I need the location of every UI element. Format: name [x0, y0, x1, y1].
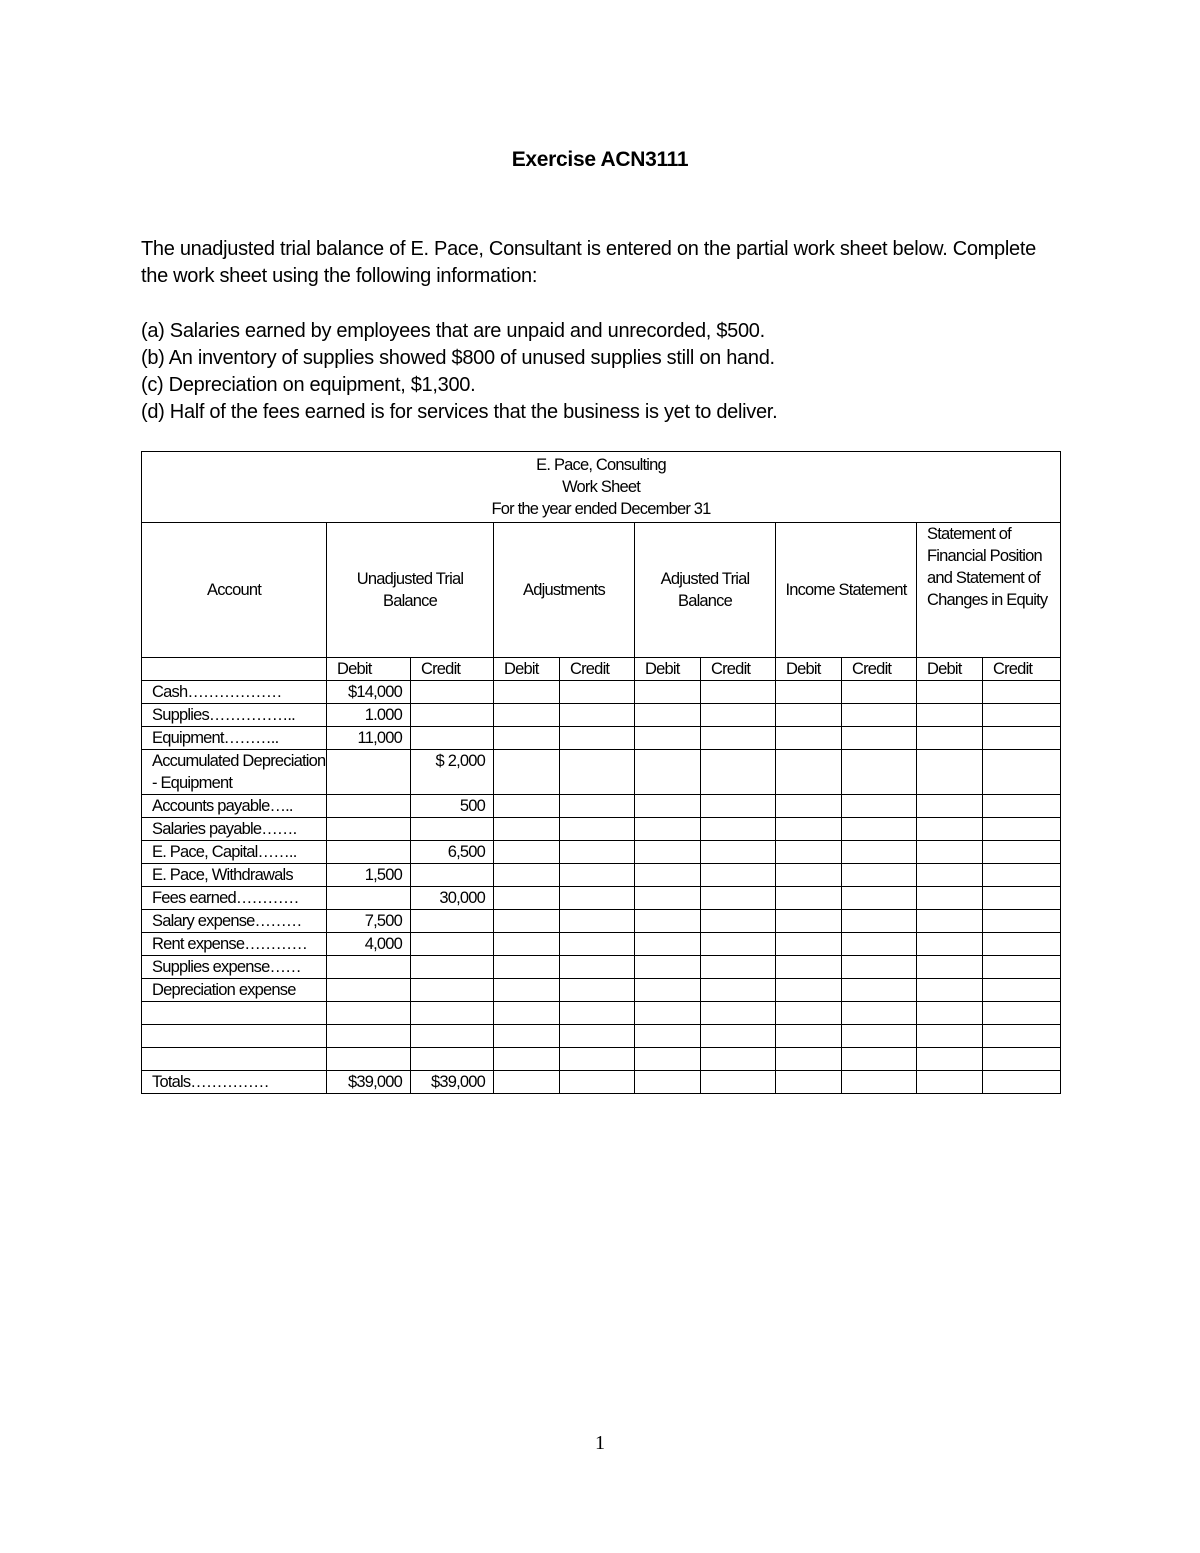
- empty-worksheet-cell: [983, 910, 1061, 933]
- empty-worksheet-cell: [494, 1071, 560, 1094]
- empty-worksheet-cell: [635, 704, 701, 727]
- empty-worksheet-cell: [635, 887, 701, 910]
- period: For the year ended December 31: [491, 500, 711, 518]
- account-name: E. Pace, Withdrawals: [142, 864, 327, 887]
- empty-worksheet-cell: [917, 933, 983, 956]
- work-sheet-table: [141, 451, 1061, 1094]
- unadjusted-debit-cell: [327, 1048, 411, 1071]
- adjustment-item-c: (c) Depreciation on equipment, $1,300.: [141, 374, 476, 396]
- empty-worksheet-cell: [917, 727, 983, 750]
- debit-header: Debit: [917, 658, 983, 681]
- unadjusted-credit-cell: [411, 1002, 494, 1025]
- totals-label: Totals……………: [142, 1071, 327, 1094]
- credit-header: Credit: [411, 658, 494, 681]
- account-name: Supplies expense……: [142, 956, 327, 979]
- work-sheet-header-row: [142, 452, 1061, 523]
- empty-worksheet-cell: [635, 933, 701, 956]
- empty-worksheet-cell: [560, 910, 635, 933]
- table-row: [142, 887, 1061, 910]
- table-row: [142, 795, 1061, 818]
- empty-worksheet-cell: [842, 933, 917, 956]
- table-row: [142, 727, 1061, 750]
- empty-worksheet-cell: [842, 841, 917, 864]
- empty-worksheet-cell: [560, 818, 635, 841]
- empty-worksheet-cell: [776, 795, 842, 818]
- credit-header: Credit: [560, 658, 635, 681]
- empty-worksheet-cell: [635, 818, 701, 841]
- sheet-name: Work Sheet: [562, 478, 640, 496]
- empty-worksheet-cell: [842, 704, 917, 727]
- empty-worksheet-cell: [917, 1071, 983, 1094]
- unadjusted-debit-cell: [327, 818, 411, 841]
- empty-worksheet-cell: [983, 956, 1061, 979]
- empty-worksheet-cell: [560, 933, 635, 956]
- account-name: Rent expense…………: [142, 933, 327, 956]
- empty-worksheet-cell: [917, 910, 983, 933]
- credit-header: Credit: [983, 658, 1061, 681]
- empty-worksheet-cell: [494, 681, 560, 704]
- debit-header: Debit: [635, 658, 701, 681]
- unadjusted-credit-cell: [411, 704, 494, 727]
- empty-worksheet-cell: [494, 704, 560, 727]
- empty-worksheet-cell: [983, 704, 1061, 727]
- empty-worksheet-cell: [701, 841, 776, 864]
- empty-worksheet-cell: [494, 933, 560, 956]
- empty-worksheet-cell: [842, 979, 917, 1002]
- empty-worksheet-cell: [635, 864, 701, 887]
- account-name: Accumulated Depreciation - Equipment: [142, 750, 327, 795]
- empty-worksheet-cell: [635, 979, 701, 1002]
- empty-worksheet-cell: [494, 1048, 560, 1071]
- account-name: Supplies……………..: [142, 704, 327, 727]
- account-name: Salary expense………: [142, 910, 327, 933]
- empty-worksheet-cell: [560, 979, 635, 1002]
- empty-worksheet-cell: [983, 1071, 1061, 1094]
- empty-worksheet-cell: [494, 887, 560, 910]
- account-name: E. Pace, Capital……..: [142, 841, 327, 864]
- empty-worksheet-cell: [560, 864, 635, 887]
- unadjusted-debit-cell: [327, 795, 411, 818]
- empty-worksheet-cell: [776, 1002, 842, 1025]
- empty-worksheet-cell: [776, 910, 842, 933]
- table-row: [142, 1025, 1061, 1048]
- empty-worksheet-cell: [776, 887, 842, 910]
- empty-worksheet-cell: [560, 750, 635, 795]
- empty-worksheet-cell: [701, 979, 776, 1002]
- table-row: [142, 956, 1061, 979]
- empty-worksheet-cell: [701, 750, 776, 795]
- empty-worksheet-cell: [917, 795, 983, 818]
- unadjusted-credit-cell: [411, 956, 494, 979]
- empty-worksheet-cell: [983, 681, 1061, 704]
- empty-worksheet-cell: [560, 1025, 635, 1048]
- account-name: Fees earned…………: [142, 887, 327, 910]
- page-title: Exercise ACN3111: [511, 148, 689, 171]
- adjustment-list: [141, 318, 1061, 426]
- empty-worksheet-cell: [635, 841, 701, 864]
- empty-worksheet-cell: [635, 1071, 701, 1094]
- empty-worksheet-cell: [701, 1071, 776, 1094]
- account-name: [142, 1048, 327, 1071]
- empty-worksheet-cell: [494, 1025, 560, 1048]
- credit-header: Credit: [842, 658, 917, 681]
- account-name: Accounts payable…..: [142, 795, 327, 818]
- unadjusted-debit-cell: [327, 750, 411, 795]
- table-row: [142, 1048, 1061, 1071]
- empty-worksheet-cell: [635, 727, 701, 750]
- empty-worksheet-cell: [842, 1025, 917, 1048]
- empty-worksheet-cell: [842, 1002, 917, 1025]
- empty-worksheet-cell: [701, 795, 776, 818]
- account-name: Salaries payable…….: [142, 818, 327, 841]
- unadjusted-debit-cell: $39,000: [327, 1071, 411, 1094]
- empty-worksheet-cell: [776, 979, 842, 1002]
- empty-worksheet-cell: [776, 1048, 842, 1071]
- table-row: [142, 818, 1061, 841]
- account-header: Account: [142, 523, 327, 658]
- table-row: [142, 750, 1061, 795]
- empty-worksheet-cell: [701, 887, 776, 910]
- totals-row: [142, 1071, 1061, 1094]
- empty-worksheet-cell: [842, 1071, 917, 1094]
- unadjusted-debit-cell: 1.000: [327, 704, 411, 727]
- empty-worksheet-cell: [494, 727, 560, 750]
- account-name: Cash………………: [142, 681, 327, 704]
- unadjusted-debit-cell: 7,500: [327, 910, 411, 933]
- empty-worksheet-cell: [917, 841, 983, 864]
- empty-worksheet-cell: [842, 727, 917, 750]
- account-name: [142, 1025, 327, 1048]
- empty-worksheet-cell: [701, 910, 776, 933]
- empty-worksheet-cell: [983, 864, 1061, 887]
- table-row: [142, 704, 1061, 727]
- empty-worksheet-cell: [494, 864, 560, 887]
- empty-worksheet-cell: [842, 887, 917, 910]
- empty-worksheet-cell: [494, 795, 560, 818]
- empty-worksheet-cell: [776, 1071, 842, 1094]
- unadjusted-credit-cell: 30,000: [411, 887, 494, 910]
- unadjusted-debit-cell: 1,500: [327, 864, 411, 887]
- empty-worksheet-cell: [635, 956, 701, 979]
- table-row: [142, 1002, 1061, 1025]
- empty-worksheet-cell: [983, 750, 1061, 795]
- empty-worksheet-cell: [701, 704, 776, 727]
- unadjusted-credit-cell: [411, 727, 494, 750]
- unadjusted-credit-cell: [411, 979, 494, 1002]
- unadjusted-debit-cell: [327, 1025, 411, 1048]
- unadjusted-credit-cell: [411, 910, 494, 933]
- empty-worksheet-cell: [983, 933, 1061, 956]
- empty-worksheet-cell: [917, 818, 983, 841]
- empty-worksheet-cell: [776, 750, 842, 795]
- empty-worksheet-cell: [917, 956, 983, 979]
- empty-worksheet-cell: [494, 841, 560, 864]
- table-row: [142, 979, 1061, 1002]
- page-number: 1: [595, 1432, 605, 1454]
- empty-worksheet-cell: [776, 704, 842, 727]
- empty-worksheet-cell: [560, 887, 635, 910]
- unadjusted-debit-cell: [327, 956, 411, 979]
- empty-worksheet-cell: [494, 956, 560, 979]
- debit-header: Debit: [327, 658, 411, 681]
- adjustment-item-d: (d) Half of the fees earned is for services that the business is yet to deliver.: [141, 401, 778, 423]
- financial-position-header: Statement of Financial Position and Statement of Changes in Equity: [917, 523, 1061, 658]
- intro-line: the work sheet using the following information:: [141, 265, 538, 287]
- empty-worksheet-cell: [494, 750, 560, 795]
- work-sheet-heading: [142, 452, 1061, 523]
- empty-worksheet-cell: [494, 979, 560, 1002]
- empty-worksheet-cell: [842, 1048, 917, 1071]
- empty-worksheet-cell: [917, 1002, 983, 1025]
- empty-worksheet-cell: [842, 681, 917, 704]
- empty-worksheet-cell: [635, 1048, 701, 1071]
- empty-worksheet-cell: [635, 1025, 701, 1048]
- empty-worksheet-cell: [842, 750, 917, 795]
- table-row: [142, 910, 1061, 933]
- unadjusted-debit-cell: [327, 887, 411, 910]
- empty-worksheet-cell: [917, 1025, 983, 1048]
- empty-worksheet-cell: [560, 956, 635, 979]
- empty-worksheet-cell: [917, 864, 983, 887]
- unadjusted-header: Unadjusted Trial Balance: [327, 523, 494, 658]
- empty-worksheet-cell: [560, 1048, 635, 1071]
- empty-worksheet-cell: [842, 956, 917, 979]
- empty-worksheet-cell: [983, 1048, 1061, 1071]
- empty-worksheet-cell: [983, 1025, 1061, 1048]
- empty-worksheet-cell: [917, 750, 983, 795]
- unadjusted-credit-cell: 500: [411, 795, 494, 818]
- empty-worksheet-cell: [842, 795, 917, 818]
- empty-worksheet-cell: [494, 910, 560, 933]
- table-row: [142, 933, 1061, 956]
- empty-worksheet-cell: [917, 979, 983, 1002]
- empty-worksheet-cell: [776, 681, 842, 704]
- account-name: Equipment………..: [142, 727, 327, 750]
- unadjusted-credit-cell: [411, 681, 494, 704]
- table-row: [142, 864, 1061, 887]
- empty-worksheet-cell: [776, 818, 842, 841]
- empty-worksheet-cell: [635, 750, 701, 795]
- intro-line: The unadjusted trial balance of E. Pace, Consultant is entered on the partial work sheet below. Complete: [141, 238, 1036, 260]
- empty-worksheet-cell: [983, 795, 1061, 818]
- debit-header: Debit: [494, 658, 560, 681]
- income-statement-header: Income Statement: [776, 523, 917, 658]
- empty-worksheet-cell: [776, 933, 842, 956]
- empty-worksheet-cell: [701, 864, 776, 887]
- unadjusted-credit-cell: $ 2,000: [411, 750, 494, 795]
- adjustment-item-b: (b) An inventory of supplies showed $800 of unused supplies still on hand.: [141, 347, 775, 369]
- empty-worksheet-cell: [983, 1002, 1061, 1025]
- unadjusted-credit-cell: [411, 864, 494, 887]
- empty-worksheet-cell: [776, 864, 842, 887]
- account-name: Depreciation expense: [142, 979, 327, 1002]
- empty-worksheet-cell: [560, 681, 635, 704]
- empty-worksheet-cell: [842, 864, 917, 887]
- unadjusted-debit-cell: 11,000: [327, 727, 411, 750]
- empty-worksheet-cell: [701, 1025, 776, 1048]
- unadjusted-credit-cell: [411, 1048, 494, 1071]
- unadjusted-credit-cell: [411, 818, 494, 841]
- empty-worksheet-cell: [560, 1002, 635, 1025]
- empty-worksheet-cell: [917, 681, 983, 704]
- adjusted-header: Adjusted Trial Balance: [635, 523, 776, 658]
- debit-credit-row: [142, 658, 1061, 681]
- empty-worksheet-cell: [983, 841, 1061, 864]
- empty-worksheet-cell: [983, 818, 1061, 841]
- unadjusted-debit-cell: [327, 979, 411, 1002]
- unadjusted-debit-cell: $14,000: [327, 681, 411, 704]
- table-row: [142, 841, 1061, 864]
- empty-worksheet-cell: [635, 795, 701, 818]
- empty-worksheet-cell: [776, 727, 842, 750]
- empty-worksheet-cell: [701, 1002, 776, 1025]
- intro-paragraph: [141, 236, 1061, 290]
- unadjusted-credit-cell: 6,500: [411, 841, 494, 864]
- column-group-row: [142, 523, 1061, 658]
- account-name: [142, 1002, 327, 1025]
- empty-worksheet-cell: [776, 956, 842, 979]
- empty-worksheet-cell: [842, 818, 917, 841]
- empty-worksheet-cell: [983, 727, 1061, 750]
- work-sheet-body: [142, 681, 1061, 1094]
- empty-worksheet-cell: [560, 727, 635, 750]
- company-name: E. Pace, Consulting: [536, 456, 666, 474]
- adjustment-item-a: (a) Salaries earned by employees that are unpaid and unrecorded, $500.: [141, 320, 765, 342]
- unadjusted-credit-cell: $39,000: [411, 1071, 494, 1094]
- empty-worksheet-cell: [701, 681, 776, 704]
- empty-worksheet-cell: [635, 910, 701, 933]
- empty-worksheet-cell: [560, 704, 635, 727]
- empty-worksheet-cell: [560, 841, 635, 864]
- unadjusted-debit-cell: [327, 1002, 411, 1025]
- empty-worksheet-cell: [983, 887, 1061, 910]
- empty-worksheet-cell: [917, 887, 983, 910]
- empty-worksheet-cell: [701, 956, 776, 979]
- empty-worksheet-cell: [776, 841, 842, 864]
- unadjusted-debit-cell: [327, 841, 411, 864]
- credit-header: Credit: [701, 658, 776, 681]
- empty-worksheet-cell: [494, 818, 560, 841]
- empty-worksheet-cell: [635, 681, 701, 704]
- adjustments-header: Adjustments: [494, 523, 635, 658]
- empty-worksheet-cell: [701, 818, 776, 841]
- empty-worksheet-cell: [560, 795, 635, 818]
- empty-worksheet-cell: [917, 704, 983, 727]
- empty-worksheet-cell: [635, 1002, 701, 1025]
- debit-header: Debit: [776, 658, 842, 681]
- table-row: [142, 681, 1061, 704]
- empty-worksheet-cell: [917, 1048, 983, 1071]
- unadjusted-credit-cell: [411, 1025, 494, 1048]
- blank-header-cell: [142, 658, 327, 681]
- unadjusted-debit-cell: 4,000: [327, 933, 411, 956]
- empty-worksheet-cell: [701, 1048, 776, 1071]
- empty-worksheet-cell: [494, 1002, 560, 1025]
- empty-worksheet-cell: [776, 1025, 842, 1048]
- unadjusted-credit-cell: [411, 933, 494, 956]
- empty-worksheet-cell: [983, 979, 1061, 1002]
- empty-worksheet-cell: [701, 933, 776, 956]
- empty-worksheet-cell: [560, 1071, 635, 1094]
- empty-worksheet-cell: [842, 910, 917, 933]
- empty-worksheet-cell: [701, 727, 776, 750]
